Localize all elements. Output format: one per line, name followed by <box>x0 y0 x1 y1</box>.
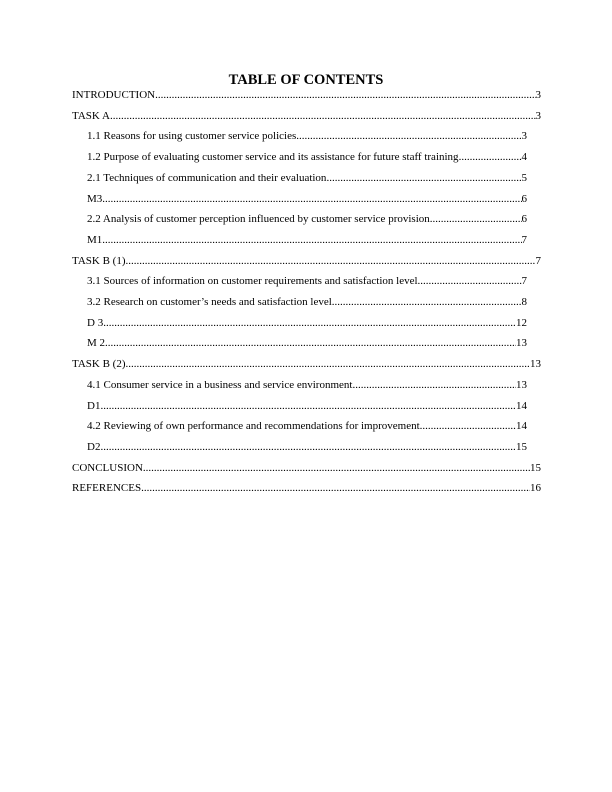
toc-entry[interactable] <box>87 315 527 331</box>
toc-entry-label: M3 <box>87 192 103 205</box>
toc-entry-page: 6 <box>521 213 527 226</box>
toc-entry-page: 14 <box>516 420 527 433</box>
toc-entry[interactable] <box>72 480 541 496</box>
toc-entry-page: 4 <box>521 151 527 164</box>
toc-entry-page: 7 <box>521 233 527 246</box>
toc-entry-label: TASK B (2) <box>72 358 126 371</box>
toc-entry[interactable] <box>72 356 541 372</box>
toc-entry-label: D2 <box>87 440 101 453</box>
dot-leader <box>332 294 522 310</box>
toc-entry-page: 3 <box>521 130 527 143</box>
toc-entry-label: 4.1 Consumer service in a business and service environment <box>87 378 353 391</box>
toc-entry[interactable] <box>87 211 527 227</box>
dot-leader <box>155 87 535 103</box>
toc-entry[interactable] <box>87 232 527 248</box>
dot-leader <box>110 108 536 124</box>
toc-entry[interactable] <box>87 398 527 414</box>
toc-entry-page: 16 <box>530 482 541 495</box>
dot-leader <box>102 191 521 207</box>
toc-entry[interactable] <box>87 128 527 144</box>
toc-entry-label: D 3 <box>87 316 104 329</box>
toc-entry-page: 15 <box>530 461 541 474</box>
toc-entry[interactable] <box>87 294 527 310</box>
dot-leader <box>126 356 530 372</box>
toc-entry-page: 8 <box>521 296 527 308</box>
dot-leader <box>143 460 530 476</box>
toc-entry[interactable] <box>87 335 527 351</box>
toc-entry-page: 13 <box>516 337 527 350</box>
toc-entry-label: 3.2 Research on customer’s needs and satisfaction level <box>87 296 332 308</box>
dot-leader <box>296 128 521 144</box>
toc-entry[interactable] <box>87 191 527 207</box>
toc-entry-label: 1.1 Reasons for using customer service policies <box>87 130 297 143</box>
dot-leader <box>352 377 516 393</box>
toc-entry[interactable] <box>87 418 527 434</box>
toc-entry[interactable] <box>87 439 527 455</box>
toc-entry[interactable] <box>72 87 541 103</box>
toc-entry-label: CONCLUSION <box>72 461 143 474</box>
toc-entry[interactable] <box>72 253 541 269</box>
toc-entry-label: D1 <box>87 399 101 412</box>
toc-entry[interactable] <box>87 149 527 165</box>
toc-entry-label: TASK A <box>72 109 110 122</box>
toc-entry-label: 4.2 Reviewing of own performance and recommendations for improvement <box>87 420 420 433</box>
toc-entry[interactable] <box>72 108 541 124</box>
toc-entry[interactable] <box>87 170 527 186</box>
dot-leader <box>420 418 516 434</box>
toc-title: TABLE OF CONTENTS <box>228 72 384 88</box>
toc-entry-page: 13 <box>516 378 527 391</box>
dot-leader <box>326 170 521 186</box>
toc-entry-label: 1.2 Purpose of evaluating customer service and its assistance for future staff training <box>87 151 459 164</box>
toc-entry-page: 12 <box>516 316 527 329</box>
dot-leader <box>141 480 530 496</box>
toc-entry[interactable] <box>72 460 541 476</box>
toc-entry[interactable] <box>87 377 527 393</box>
dot-leader <box>100 398 516 414</box>
toc-entry-page: 5 <box>521 171 527 184</box>
dot-leader <box>459 149 522 165</box>
dot-leader <box>105 335 516 351</box>
toc-entry[interactable] <box>87 273 527 289</box>
toc-entry-page: 7 <box>521 275 527 288</box>
toc-entry-page: 7 <box>535 254 541 267</box>
dot-leader <box>102 232 521 248</box>
dot-leader <box>430 211 522 227</box>
dot-leader <box>100 439 516 455</box>
toc-entry-label: REFERENCES <box>72 482 142 495</box>
toc-entry-page: 6 <box>521 192 527 205</box>
toc-entry-label: INTRODUCTION <box>72 89 156 101</box>
toc-entry-label: TASK B (1) <box>72 254 126 267</box>
toc-entry-page: 3 <box>535 89 541 101</box>
dot-leader <box>126 253 536 269</box>
dot-leader <box>418 273 522 289</box>
toc-entry-label: 2.2 Analysis of customer perception influenced by customer service provision <box>87 213 430 226</box>
toc-entry-page: 14 <box>516 399 527 412</box>
toc-entry-page: 15 <box>516 440 527 453</box>
dot-leader <box>103 315 516 331</box>
toc-entry-label: 3.1 Sources of information on customer requirements and satisfaction level <box>87 275 418 288</box>
toc-entry-label: 2.1 Techniques of communication and their evaluation <box>87 171 327 184</box>
toc-entry-label: M 2 <box>87 337 106 350</box>
toc-entry-label: M1 <box>87 233 103 246</box>
toc-entry-page: 13 <box>530 358 541 371</box>
toc-entry-page: 3 <box>535 109 541 122</box>
